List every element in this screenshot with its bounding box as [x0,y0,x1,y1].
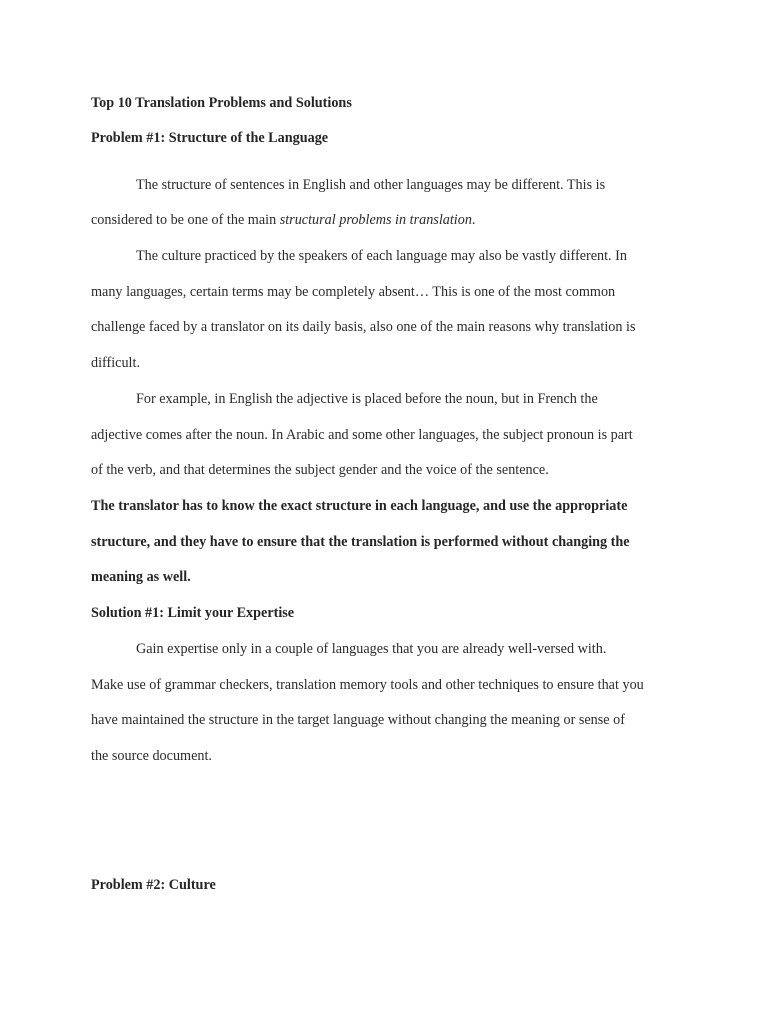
paragraph-line: The culture practiced by the speakers of each language may also be vastly different. In [136,248,627,264]
bold-paragraph-line: structure, and they have to ensure that the translation is performed without changing the [91,534,630,550]
bold-paragraph-line: meaning as well. [91,569,191,585]
italic-phrase: structural problems in translation [279,212,472,228]
paragraph-line: adjective comes after the noun. In Arabic and some other languages, the subject pronoun is part [91,427,633,443]
paragraph-line: Make use of grammar checkers, translation memory tools and other techniques to ensure that you [91,677,644,693]
paragraph-line: have maintained the structure in the target language without changing the meaning or sense of [91,712,625,728]
document-title: Top 10 Translation Problems and Solutions [91,95,352,111]
paragraph-line: Gain expertise only in a couple of languages that you are already well-versed with. [136,641,607,657]
paragraph-line: The structure of sentences in English and other languages may be different. This is [136,177,606,193]
paragraph-line: many languages, certain terms may be completely absent… This is one of the most common [91,284,616,300]
paragraph-line: For example, in English the adjective is placed before the noun, but in French the [136,391,598,407]
paragraph-line: of the verb, and that determines the subject gender and the voice of the sentence. [91,462,549,478]
problem-1-heading: Problem #1: Structure of the Language [91,130,329,146]
solution-1-heading: Solution #1: Limit your Expertise [91,605,295,621]
text-run: . [471,212,476,228]
paragraph-line [91,211,475,229]
paragraph-line: challenge faced by a translator on its daily basis, also one of the main reasons why translation is [91,319,636,335]
bold-paragraph-line: The translator has to know the exact structure in each language, and use the appropriate [91,498,628,514]
paragraph-line: difficult. [91,355,140,371]
text-run: considered to be one of the main [91,212,280,228]
paragraph-line: the source document. [91,748,212,764]
problem-2-heading: Problem #2: Culture [91,877,216,893]
